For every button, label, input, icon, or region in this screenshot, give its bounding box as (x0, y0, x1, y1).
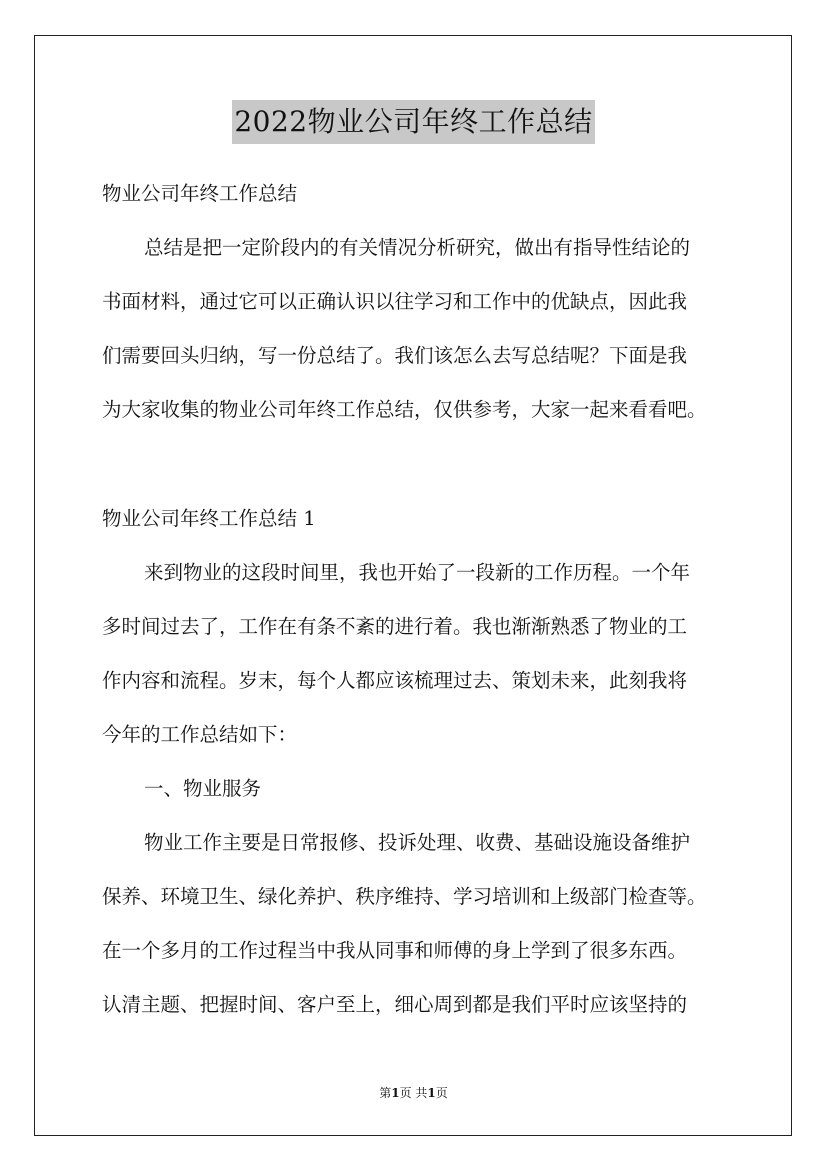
paragraph-line: 保养、环境卫生、绿化养护、秩序维持、学习培训和上级部门检查等。 (102, 885, 707, 908)
footer-middle: 页 共 (399, 1086, 428, 1100)
footer-page-current: 1 (391, 1086, 400, 1100)
paragraph-line: 认清主题、把握时间、客户至上，细心周到都是我们平时应该坚持的 (102, 993, 688, 1016)
document-title: 2022物业公司年终工作总结 (232, 100, 594, 144)
paragraph-line: 为大家收集的物业公司年终工作总结，仅供参考，大家一起来看看吧。 (102, 398, 707, 421)
paragraph-line: 总结是把一定阶段内的有关情况分析研究，做出有指导性结论的 (144, 236, 691, 259)
page-footer (0, 1084, 827, 1101)
footer-page-total: 1 (427, 1086, 436, 1100)
section-heading: 物业公司年终工作总结 1 (102, 507, 316, 530)
paragraph-line: 物业工作主要是日常报修、投诉处理、收费、基础设施设备维护 (144, 831, 691, 854)
paragraph-line: 今年的工作总结如下： (102, 723, 298, 746)
title-wrap (0, 100, 827, 144)
subsection-heading: 一、物业服务 (144, 777, 262, 800)
paragraph-line: 们需要回头归纳，写一份总结了。我们该怎么去写总结呢？下面是我 (102, 344, 688, 367)
paragraph-line: 在一个多月的工作过程当中我从同事和师傅的身上学到了很多东西。 (102, 939, 688, 962)
paragraph-line: 来到物业的这段时间里，我也开始了一段新的工作历程。一个年 (144, 561, 691, 584)
paragraph-line: 书面材料，通过它可以正确认识以往学习和工作中的优缺点，因此我 (102, 290, 688, 313)
paragraph-line: 作内容和流程。岁末，每个人都应该梳理过去、策划未来，此刻我将 (102, 669, 688, 692)
paragraph-line: 多时间过去了，工作在有条不紊的进行着。我也渐渐熟悉了物业的工 (102, 615, 688, 638)
section-heading: 物业公司年终工作总结 (102, 182, 298, 205)
footer-prefix: 第 (379, 1086, 392, 1100)
footer-suffix: 页 (435, 1086, 448, 1100)
